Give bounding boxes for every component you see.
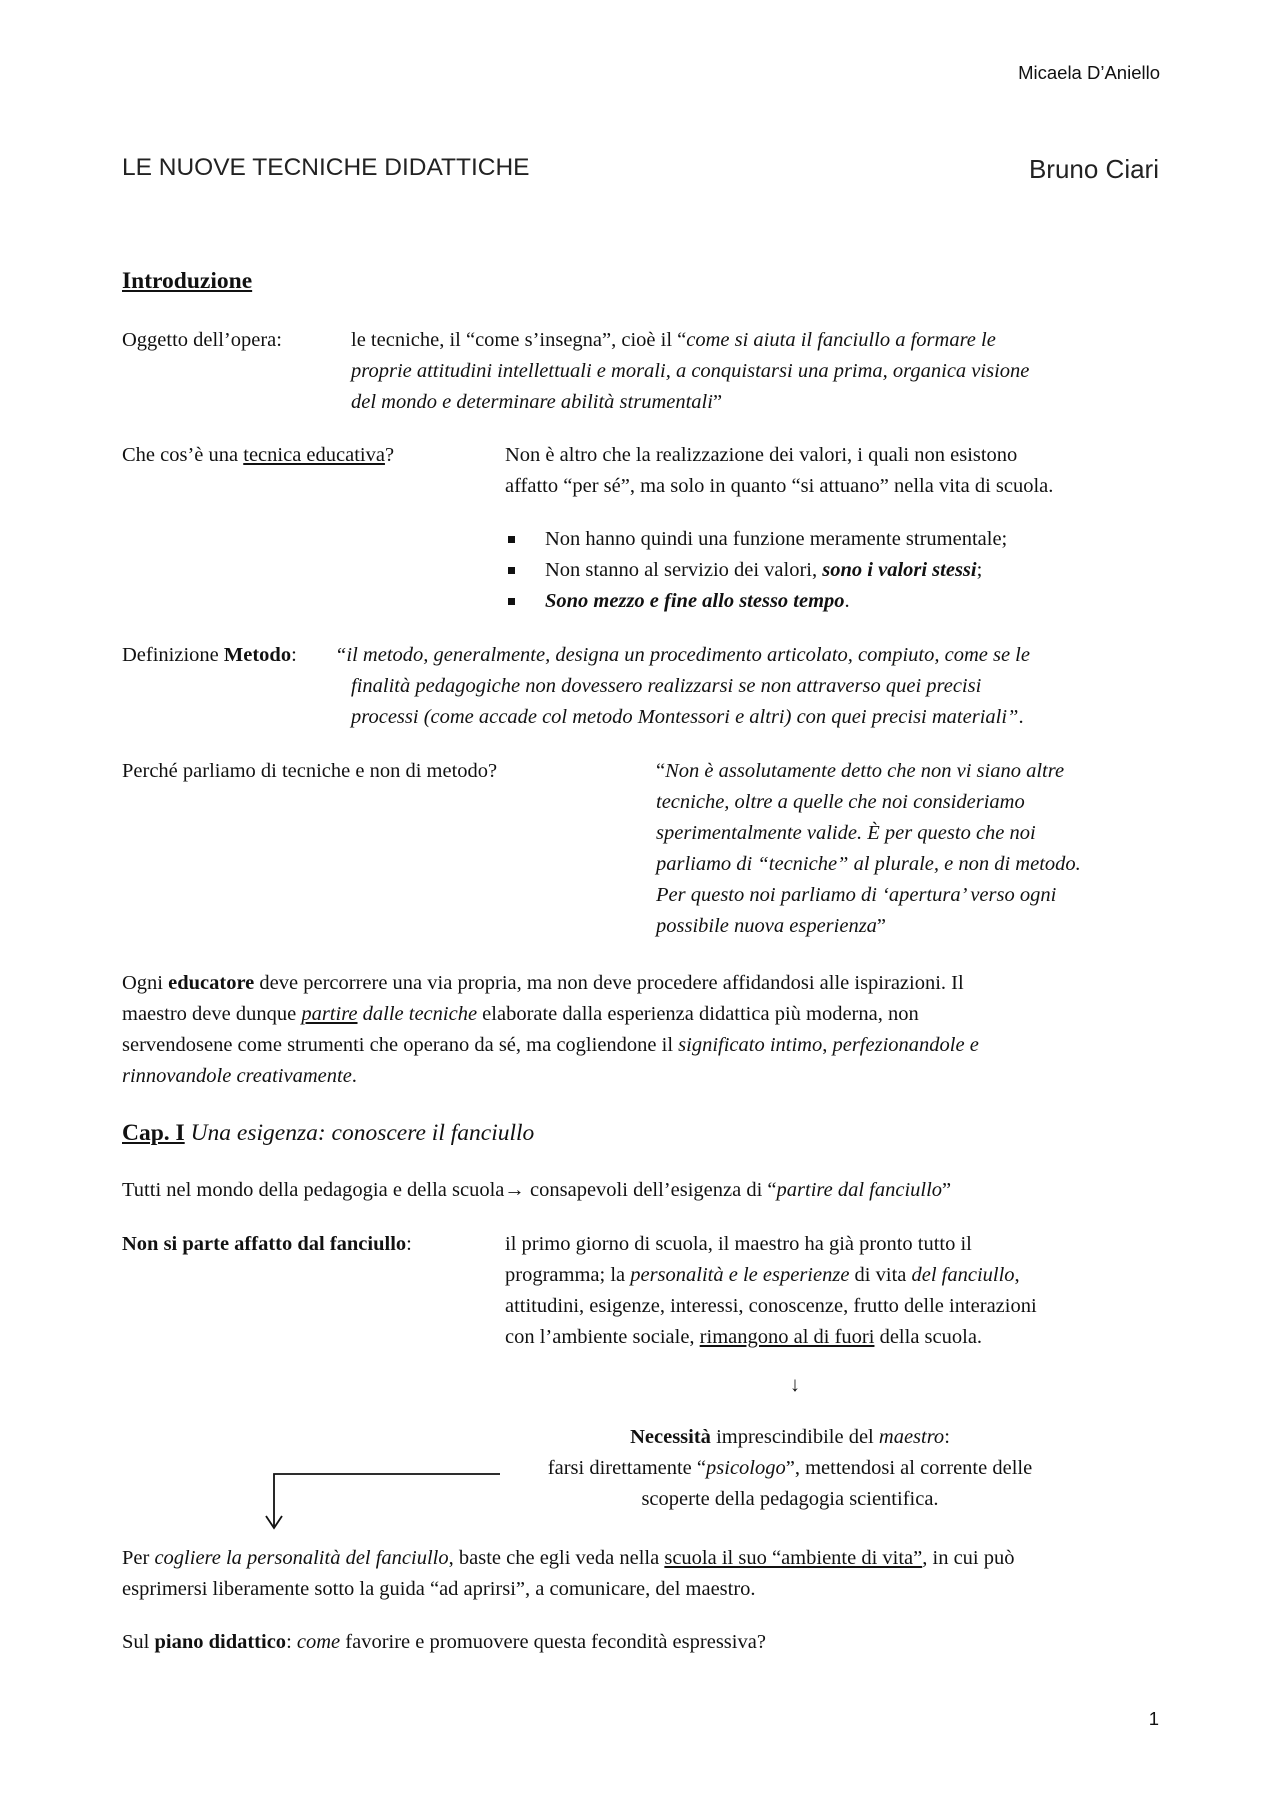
list-item: Sono mezzo e fine allo stesso tempo.: [505, 586, 1165, 617]
metodo-definition-line1: “il metodo, generalmente, designa un procedimento articolato, compiuto, come se le: [335, 644, 1030, 666]
chapter-heading: Cap. I Una esigenza: conoscere il fanciullo: [122, 1120, 535, 1146]
list-item: Non hanno quindi una funzione meramente strumentale;: [505, 524, 1165, 555]
header-author: Micaela D’Aniello: [1018, 62, 1160, 83]
oggetto-text: le tecniche, il “come s’insegna”, cioè il “come si aiuta il fanciullo a formare le proprie attitudini intellettuali e morali, a conquistarsi una prima, organica visione del mondo e determinare abilità strumentali”: [351, 329, 1030, 413]
non-si-parte-label: Non si parte affatto dal fanciullo:: [122, 1233, 412, 1255]
tecnica-label: Che cos’è una tecnica educativa?: [122, 444, 395, 466]
page-number: 1: [1148, 1708, 1159, 1729]
per-paragraph: Per cogliere la personalità del fanciullo, baste che egli veda nella scuola il suo “ambiente di vita”, in cui può esprimersi liberamente sotto la guida “ad aprirsi”, a comunicare, del maestro.: [122, 1547, 1015, 1600]
educatore-paragraph: Ogni educatore deve percorrere una via propria, ma non deve procedere affidandosi alle ispirazioni. Il maestro deve dunque partire dalle tecniche elaborate dalla esperienza didattica più moderna, non servendosene come strumenti che operano da sé, ma cogliendone il significato intimo, perfezionandole e rinnovandole creativamente.: [122, 972, 979, 1087]
tecnica-bullet-list: [505, 524, 1165, 617]
non-si-parte-text: il primo giorno di scuola, il maestro ha già pronto tutto il programma; la personalità e le esperienze di vita del fanciullo, attitudini, esigenze, interessi, conoscenze, frutto delle interazioni con l’ambiente sociale, rimangono al di fuori della scuola.: [505, 1233, 1037, 1348]
document-author: Bruno Ciari: [1028, 154, 1159, 184]
tecnica-definition: Non è altro che la realizzazione dei valori, i quali non esistono affatto “per sé”, ma solo in quanto “si attuano” nella vita di scuola.: [505, 444, 1054, 497]
metodo-label: Definizione Metodo:: [122, 644, 297, 666]
document-title: LE NUOVE TECNICHE DIDATTICHE: [122, 154, 530, 181]
section-heading-introduzione: Introduzione: [122, 268, 253, 294]
perche-question: Perché parliamo di tecniche e non di metodo?: [122, 760, 498, 782]
down-arrow-icon: ↓: [789, 1374, 801, 1396]
list-item: Non stanno al servizio dei valori, sono i valori stessi;: [505, 555, 1165, 586]
sul-piano-line: Sul piano didattico: come favorire e promuovere questa fecondità espressiva?: [122, 1631, 766, 1653]
connector-arrow-icon: [262, 1460, 502, 1540]
metodo-definition-rest: finalità pedagogiche non dovessero realizzarsi se non attraverso quei precisi processi (come accade col metodo Montessori e altri) con quei precisi materiali”.: [351, 675, 1024, 728]
perche-quote: “Non è assolutamente detto che non vi siano altre tecniche, oltre a quelle che noi consideriamo sperimentalmente valide. È per questo che noi parliamo di “tecniche” al plurale, e non di metodo. Per questo noi parliamo di ‘apertura’ verso ogni possibile nuova esperienza”: [656, 760, 1081, 937]
oggetto-label: Oggetto dell’opera:: [122, 329, 282, 351]
necessita-block: Necessità imprescindibile del maestro: farsi direttamente “psicologo”, mettendosi al corrente delle scoperte della pedagogia scientifica.: [547, 1426, 1033, 1510]
tutti-line: Tutti nel mondo della pedagogia e della scuola→ consapevoli dell’esigenza di “partire dal fanciullo”: [122, 1179, 952, 1201]
